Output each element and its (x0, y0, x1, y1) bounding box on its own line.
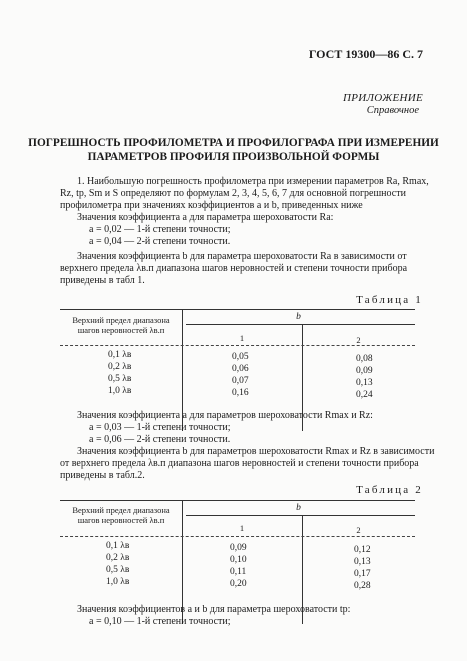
coef-a-rmax-intro: Значения коэффициента a для параметров шероховатости Rmax и Rz: (77, 410, 373, 421)
paragraph-1-line-1: 1. Наибольшую погрешность профилометра при измерении параметров Ra, Rmax, (77, 176, 429, 187)
table-1-limit-4: 1,0 λв (108, 386, 132, 396)
coef-b-ra-line-2: верхнего предела λв.п диапазона шагов неровностей и степени точности прибора (60, 263, 408, 274)
table-2-val2-4: 0,28 (354, 581, 371, 591)
table-2-val1-2: 0,10 (230, 555, 247, 565)
table-2-header-rule (60, 536, 415, 537)
appendix-type: Справочное (366, 105, 419, 116)
table-2-val1-1: 0,09 (230, 543, 247, 553)
paragraph-1-line-2: Rz, tp, Sm и S определяют по формулам 2, 3, 4, 5, 6, 7 для основной погрешности (60, 188, 406, 199)
coef-a-ra-formula-1: a = 0,02 — 1-й степени точности; (89, 224, 231, 235)
table-2-val2-1: 0,12 (354, 545, 371, 555)
table-2-limit-2: 0,2 λв (106, 553, 130, 563)
coef-a-rmax-formula-1: a = 0,03 — 1-й степени точности; (89, 422, 231, 433)
table-2-val1-3: 0,11 (230, 567, 247, 577)
coef-ab-tp-intro: Значения коэффициентов a и b для параметра шероховатости tp: (77, 604, 351, 615)
table-2-header-line-2: шагов неровностей λв.п (77, 515, 165, 525)
table-2-subcol-2: 2 (356, 525, 361, 535)
table-2-group-rule (186, 515, 415, 516)
table-1-limit-1: 0,1 λв (108, 350, 132, 360)
coef-b-rmax-line-2: от верхнего предела λв.п диапазона шагов неровностей и степени точности прибора (60, 458, 419, 469)
table-2-limit-4: 1,0 λв (106, 577, 130, 587)
coef-b-rmax-line-1: Значения коэффициента b для параметров шероховатости Rmax и Rz в зависимости (77, 446, 435, 457)
table-1-val2-4: 0,24 (356, 390, 373, 400)
table-2-val2-2: 0,13 (354, 557, 371, 567)
coef-a-ra-formula-2: a = 0,04 — 2-й степени точности. (89, 236, 231, 247)
coef-b-ra-line-1: Значения коэффициента b для параметра шероховатости Ra в зависимости от (77, 251, 407, 262)
coef-b-ra-line-3: приведены в табл 1. (60, 275, 145, 286)
coef-b-rmax-line-3: приведены в табл.2. (60, 470, 145, 481)
table-1-val2-2: 0,09 (356, 366, 373, 376)
table-1-val1-1: 0,05 (232, 352, 249, 362)
table-1-val2-3: 0,13 (356, 378, 373, 388)
table-2-limit-1: 0,1 λв (106, 541, 130, 551)
table-1-header-line-2: шагов неровностей λв.п (77, 325, 165, 335)
coef-a-rmax-formula-2: a = 0,06 — 2-й степени точности. (89, 434, 231, 445)
section-title-line-1: ПОГРЕШНОСТЬ ПРОФИЛОМЕТРА И ПРОФИЛОГРАФА ПРИ ИЗМЕРЕНИИ (28, 137, 439, 149)
table-2-val1-4: 0,20 (230, 579, 247, 589)
table-1-top-rule (60, 309, 415, 310)
table-2-val2-3: 0,17 (354, 569, 371, 579)
table-1-header-rule (60, 345, 415, 346)
coef-a-ra-intro: Значения коэффициента a для параметра шероховатости Ra: (77, 212, 334, 223)
table-1-header-line-1: Верхний предел диапазона (72, 315, 170, 325)
table-2-subcol-1: 1 (239, 523, 245, 533)
table-2-group-header: b (296, 503, 301, 513)
table-1-val1-4: 0,16 (232, 388, 249, 398)
coef-a-tp-formula-1: a = 0,10 — 1-й степени точности; (89, 616, 231, 627)
table-1-group-header: b (296, 312, 301, 322)
table-1-limit-3: 0,5 λв (108, 374, 132, 384)
table-1-subcol-1: 1 (239, 333, 245, 343)
table-1-caption: Таблица 1 (356, 294, 423, 306)
appendix-label: ПРИЛОЖЕНИЕ (343, 92, 423, 104)
table-2-caption: Таблица 2 (356, 484, 423, 496)
section-title-line-2: ПАРАМЕТРОВ ПРОФИЛЯ ПРОИЗВОЛЬНОЙ ФОРМЫ (87, 151, 380, 163)
table-2-header-line-1: Верхний предел диапазона (72, 505, 170, 515)
document-code: ГОСТ 19300—86 С. 7 (308, 47, 423, 61)
table-1-group-rule (186, 324, 415, 325)
table-1-val1-2: 0,06 (232, 364, 249, 374)
table-1-subcol-2: 2 (356, 335, 361, 345)
table-2-top-rule (60, 500, 415, 501)
table-1-val2-1: 0,08 (356, 354, 373, 364)
table-1-val1-3: 0,07 (232, 376, 249, 386)
paragraph-1-line-3: профилометра при значениях коэффициентов a и b, приведенных ниже (60, 200, 363, 211)
table-2-limit-3: 0,5 λв (106, 565, 130, 575)
table-1-limit-2: 0,2 λв (108, 362, 132, 372)
